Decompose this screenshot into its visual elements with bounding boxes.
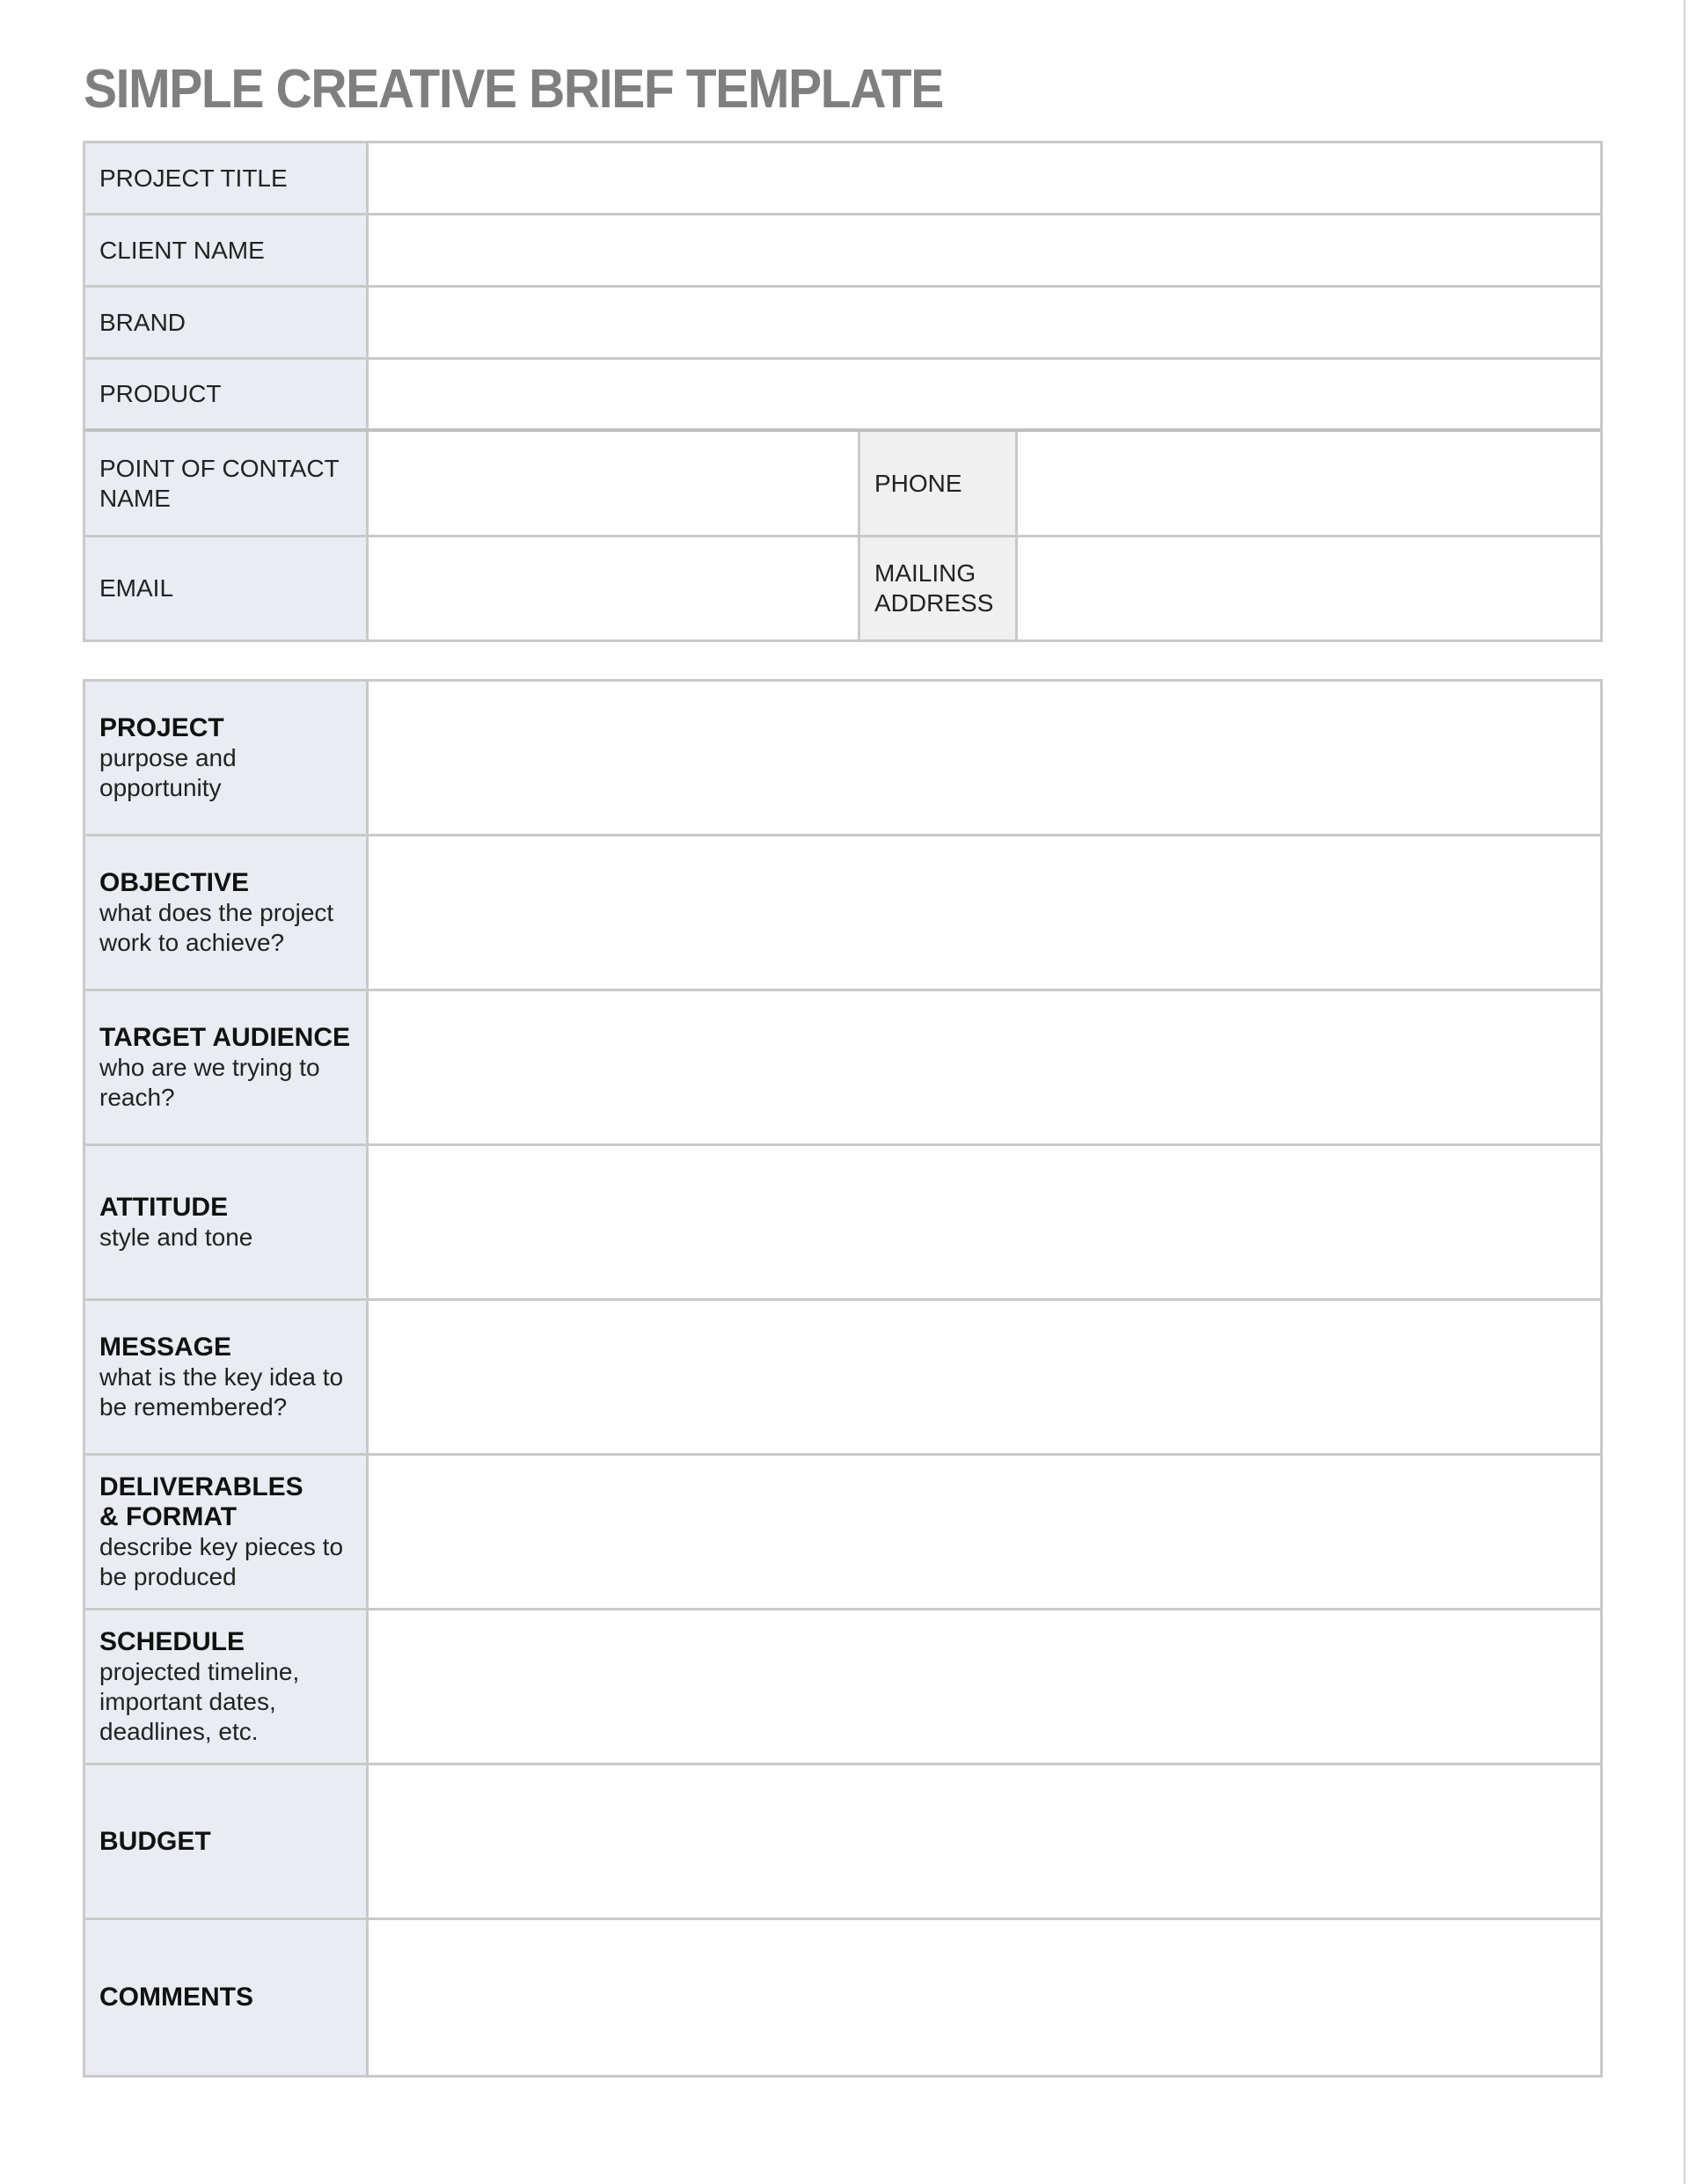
label-message [85,1301,369,1453]
project-field[interactable] [369,682,1600,834]
phone-field[interactable] [1018,432,1600,535]
project-title-field[interactable] [369,143,1600,213]
row-message [85,1301,1600,1456]
page-edge [1684,0,1685,2184]
label-product: PRODUCT [85,360,369,428]
label-heading: TARGET AUDIENCE [99,1022,350,1052]
label-objective [85,836,369,989]
label-heading: OBJECTIVE [99,867,250,897]
client-name-field[interactable] [369,215,1600,285]
row-contact [85,432,1600,537]
brand-field[interactable] [369,288,1600,357]
row-project-title [85,143,1600,215]
label-budget [85,1765,369,1917]
label-heading: SCHEDULE [99,1626,245,1656]
label-project [85,682,369,834]
row-project [85,682,1600,836]
mailing-address-field[interactable] [1018,537,1600,639]
label-deliverables-format [85,1456,369,1608]
label-description: who are we trying to reach? [99,1053,320,1111]
budget-field[interactable] [369,1765,1600,1917]
attitude-field[interactable] [369,1146,1600,1298]
label-heading: ATTITUDE [99,1192,229,1222]
label-description: describe key pieces to be produced [99,1532,344,1590]
label-heading: DELIVERABLES & FORMAT [99,1472,303,1531]
objective-field[interactable] [369,836,1600,989]
label-description: what does the project work to achieve? [99,898,334,956]
label-email: EMAIL [85,537,369,639]
message-field[interactable] [369,1301,1600,1453]
row-comments [85,1920,1600,2075]
label-mailing-address: MAILING ADDRESS [858,537,1018,639]
label-attitude [85,1146,369,1298]
row-attitude [85,1146,1600,1301]
label-comments [85,1920,369,2075]
contact-name-field[interactable] [369,432,858,535]
info-table [83,141,1603,642]
label-target-audience [85,991,369,1143]
label-description: purpose and opportunity [99,743,237,801]
row-product [85,360,1600,432]
product-field[interactable] [369,360,1600,428]
row-client-name [85,215,1600,288]
row-deliverables-format [85,1456,1600,1611]
label-contact-name: POINT OF CONTACT NAME [85,432,369,535]
target-audience-field[interactable] [369,991,1600,1143]
email-field[interactable] [369,537,858,639]
label-client-name: CLIENT NAME [85,215,369,285]
label-heading: COMMENTS [99,1983,253,2012]
row-email [85,537,1600,639]
row-objective [85,836,1600,991]
label-heading: BUDGET [99,1826,211,1856]
page-title: SIMPLE CREATIVE BRIEF TEMPLATE [84,59,943,120]
label-description: style and tone [99,1223,253,1251]
label-heading: MESSAGE [99,1332,232,1362]
label-schedule [85,1611,369,1763]
row-target-audience [85,991,1600,1146]
brief-table [83,679,1603,2078]
label-phone: PHONE [858,432,1018,535]
label-heading: PROJECT [99,712,224,742]
label-project-title: PROJECT TITLE [85,143,369,213]
schedule-field[interactable] [369,1611,1600,1763]
row-budget [85,1765,1600,1920]
deliverables-format-field[interactable] [369,1456,1600,1608]
row-brand [85,288,1600,360]
comments-field[interactable] [369,1920,1600,2075]
row-schedule [85,1611,1600,1765]
label-brand: BRAND [85,288,369,357]
label-description: what is the key idea to be remembered? [99,1362,344,1421]
label-description: projected timeline, important dates, deadlines, etc. [99,1657,300,1745]
